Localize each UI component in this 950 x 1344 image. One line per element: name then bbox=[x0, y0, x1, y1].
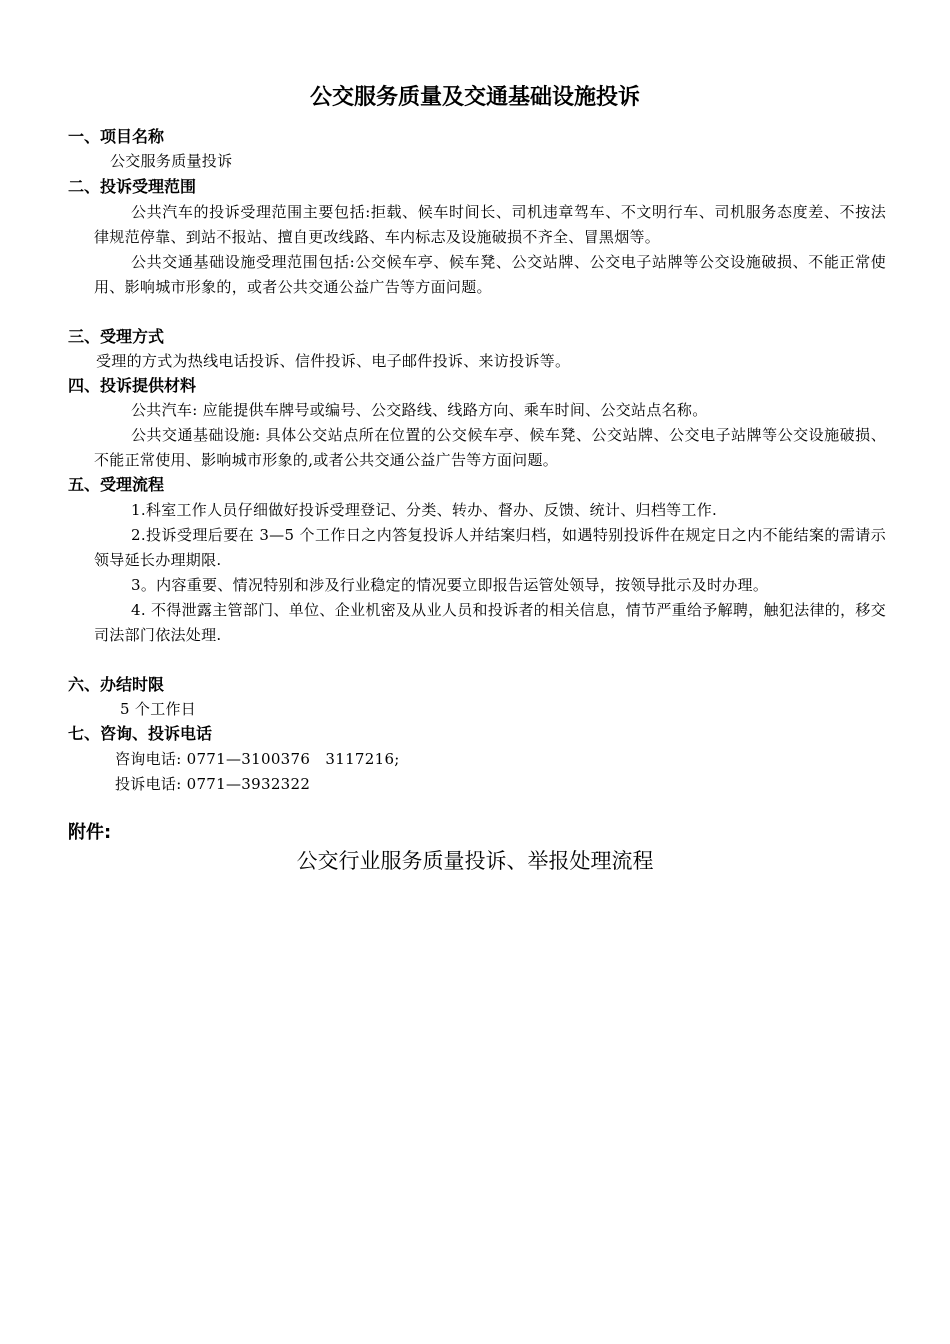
section-2-paragraph-2: 公共交通基础设施受理范围包括:公交候车亭、候车凳、公交站牌、公交电子站牌等公交设施破损、不能正常使用、影响城市形象的，或者公共交通公益广告等方面问题。 bbox=[94, 253, 886, 296]
section-2-body bbox=[94, 200, 886, 300]
complaint-phone: 投诉电话: 0771—3932322 bbox=[115, 775, 311, 793]
section-5-step-1: 1.科室工作人员仔细做好投诉受理登记、分类、转办、督办、反馈、统计、归档等工作. bbox=[131, 501, 718, 519]
section-6-text: 5 个工作日 bbox=[120, 700, 197, 718]
section-5-heading: 五、受理流程 bbox=[68, 475, 165, 494]
section-1-text: 公交服务质量投诉 bbox=[110, 152, 233, 170]
section-7-heading: 七、咨询、投诉电话 bbox=[68, 724, 213, 743]
section-4-paragraph-2: 公共交通基础设施: 具体公交站点所在位置的公交候车亭、候车凳、公交站牌、公交电子站牌等公交设施破损、不能正常使用、影响城市形象的,或者公共交通公益广告等方面问题。 bbox=[94, 426, 886, 469]
section-5-step-2: 2.投诉受理后要在 3—5 个工作日之内答复投诉人并结案归档，如遇特别投诉件在规定日之内不能结案的需请示领导延长办理期限. bbox=[94, 526, 886, 569]
section-5-body bbox=[94, 498, 886, 648]
section-2-heading: 二、投诉受理范围 bbox=[68, 177, 197, 196]
section-4-heading: 四、投诉提供材料 bbox=[68, 376, 197, 395]
section-1-heading: 一、项目名称 bbox=[68, 127, 165, 146]
section-6-heading: 六、办结时限 bbox=[68, 675, 165, 694]
section-5-step-4: 4. 不得泄露主管部门、单位、企业机密及从业人员和投诉者的相关信息，情节严重给予解聘，触犯法律的，移交司法部门依法处理. bbox=[94, 601, 886, 644]
section-3-text: 受理的方式为热线电话投诉、信件投诉、电子邮件投诉、来访投诉等。 bbox=[96, 352, 571, 370]
consult-phone: 咨询电话: 0771—3100376 3117216; bbox=[115, 750, 400, 768]
section-5-step-3: 3。内容重要、情况特别和涉及行业稳定的情况要立即报告运管处领导，按领导批示及时办理。 bbox=[131, 576, 769, 594]
section-3-heading: 三、受理方式 bbox=[68, 327, 165, 346]
annex-label: 附件: bbox=[68, 822, 112, 843]
section-4-body bbox=[94, 398, 886, 473]
document-title: 公交服务质量及交通基础设施投诉 bbox=[309, 85, 640, 110]
section-4-paragraph-1: 公共汽车: 应能提供车牌号或编号、公交路线、线路方向、乘车时间、公交站点名称。 bbox=[131, 401, 708, 419]
section-2-paragraph-1: 公共汽车的投诉受理范围主要包括:拒载、候车时间长、司机违章驾车、不文明行车、司机服务态度差、不按法律规范停靠、到站不报站、擅自更改线路、车内标志及设施破损不齐全、冒黑烟等。 bbox=[94, 203, 886, 246]
annex-title: 公交行业服务质量投诉、举报处理流程 bbox=[296, 849, 654, 873]
